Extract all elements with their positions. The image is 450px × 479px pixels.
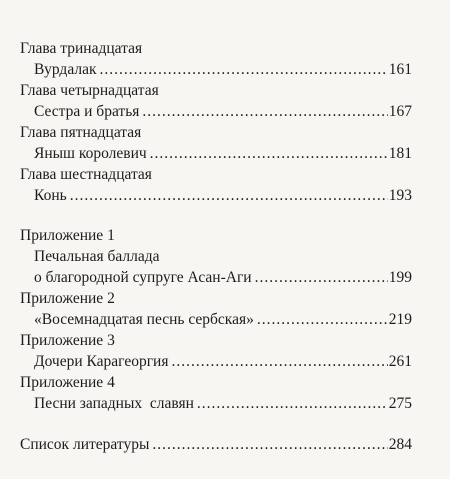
section-spacer: [20, 414, 412, 434]
dot-leader: [152, 434, 387, 455]
table-of-contents: [20, 38, 412, 455]
page-number: 284: [388, 436, 412, 453]
entry-title: Сестра и братья: [34, 103, 140, 120]
page-number: 167: [388, 103, 412, 120]
toc-entry: [20, 309, 412, 330]
page-number: 219: [388, 311, 412, 328]
dot-leader: [197, 393, 388, 414]
appendix-heading: Приложение 3: [20, 332, 115, 349]
dot-leader: [70, 185, 388, 206]
page-number: 193: [388, 187, 412, 204]
page-number: 199: [388, 269, 412, 286]
toc-entry: [20, 143, 412, 164]
entry-title: Список литературы: [20, 436, 150, 453]
toc-entry: [20, 59, 412, 80]
entry-title: о благородной супруге Асан-Аги: [34, 269, 252, 286]
entry-title: Яныш королевич: [34, 145, 147, 162]
page-number: 275: [388, 395, 412, 412]
dot-leader: [257, 309, 388, 330]
page-number: 181: [388, 145, 412, 162]
dot-leader: [171, 351, 387, 372]
chapter-heading: Глава шестнадцатая: [20, 166, 152, 183]
toc-entry-line: [20, 246, 412, 267]
appendix-heading: Приложение 1: [20, 227, 115, 244]
dot-leader: [99, 59, 387, 80]
page-number: 261: [388, 353, 412, 370]
entry-title: Дочери Карагеоргия: [34, 353, 169, 370]
dot-leader: [150, 143, 388, 164]
entry-title: Конь: [34, 187, 67, 204]
entry-title-line: Печальная баллада: [34, 248, 160, 265]
page-number: 161: [388, 61, 412, 78]
toc-entry: [20, 393, 412, 414]
toc-entry: [20, 267, 412, 288]
chapter-heading: Глава тринадцатая: [20, 40, 143, 57]
toc-entry: [20, 101, 412, 122]
toc-entry: [20, 351, 412, 372]
toc-entry-bibliography: [20, 434, 412, 455]
dot-leader: [255, 267, 388, 288]
appendix-heading: Приложение 2: [20, 290, 115, 307]
chapter-heading: Глава пятнадцатая: [20, 124, 142, 141]
entry-title: Песни западных славян: [34, 395, 194, 412]
entry-title: «Восемнадцатая песнь сербская»: [34, 311, 254, 328]
toc-entry: [20, 185, 412, 206]
appendix-heading: Приложение 4: [20, 374, 115, 391]
dot-leader: [142, 101, 387, 122]
section-spacer: [20, 206, 412, 225]
chapter-heading: Глава четырнадцатая: [20, 82, 159, 99]
entry-title: Вурдалак: [34, 61, 97, 78]
